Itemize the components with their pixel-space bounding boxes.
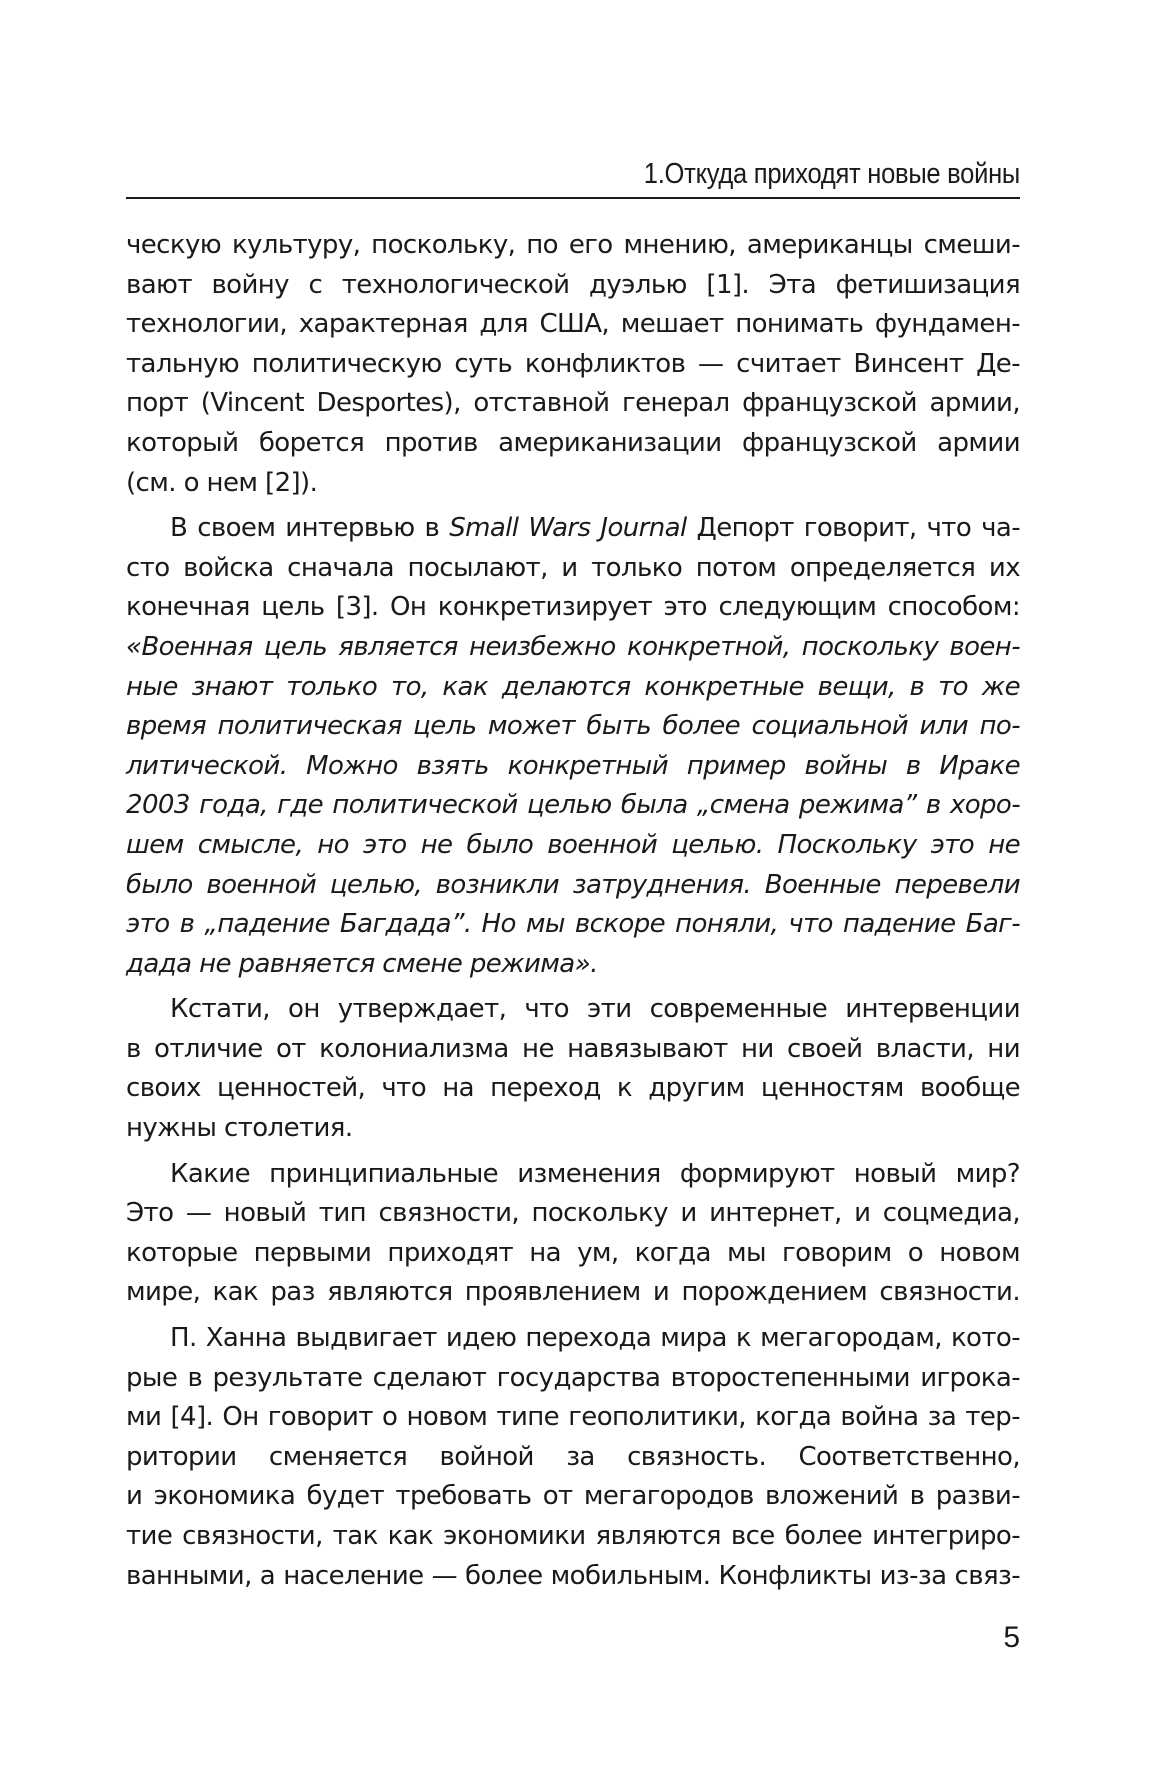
quote-line: ные знают только то, как делаются конкретные вещи, в то же [126,671,1020,702]
quote-line [126,945,1020,985]
text-line: Кстати, он утверждает, что эти современные интервенции [170,994,1020,1025]
paragraph-3 [126,990,1020,1148]
running-head: 1.Откуда приходят новые войны [643,158,1020,190]
quote-line: 2003 года, где политической целью была „смена режима” в хоро- [126,790,1020,821]
text-line: конечная цель [3]. Он конкретизирует это следующим способом: [126,592,1020,623]
text-run: Депорт говорит, что ча- [686,513,1020,544]
text-line: мире, как раз являются проявлением и порождением связности. [126,1277,1020,1308]
text-line: тие связности, так как экономики являются все более интегриро- [126,1521,1020,1551]
quote-line: «Военная цель является неизбежно конкретной, поскольку воен- [126,631,1020,662]
text-run: В своем интервью в [170,513,450,544]
page-number: 5 [1003,1621,1020,1654]
paragraph-4 [126,1155,1020,1313]
text-line: тальную политическую суть конфликтов — считает Винсент Де- [126,348,1020,379]
paragraph-5 [126,1319,1020,1596]
text-line: ванными, а население — более мобильным. Конфликты из-за связ- [126,1560,1020,1591]
quote-line: шем смысле, но это не было военной целью. Поскольку это не [126,829,1020,860]
text-line [126,509,1020,549]
header-rule [126,197,1020,199]
text-line: Какие принципиальные изменения формируют новый мир? [170,1158,1020,1189]
text-line: П. Ханна выдвигает идею перехода мира к мегагородам, кото- [170,1323,1020,1354]
text-line: которые первыми приходят на ум, когда мы говорим о новом [126,1237,1020,1268]
text-line: сто войска сначала посылают, и только потом определяется их [126,552,1020,583]
text-line: рые в результате сделают государства второстепенными игрока- [126,1362,1020,1393]
text-line: ритории сменяется войной за связность. Соответственно, [126,1441,1020,1472]
text-line: нужны столетия. [126,1113,353,1144]
quote-line: время политическая цель может быть более социальной или по- [126,711,1020,742]
paragraph-2 [126,509,1020,984]
text-line: Это — новый тип связности, поскольку и интернет, и соцмедиа, [126,1198,1020,1229]
paragraph-1 [126,226,1020,503]
text-line: ческую культуру, поскольку, по его мнению, американцы смеши- [126,230,1020,260]
text-line: ми [4]. Он говорит о новом типе геополитики, когда война за тер- [126,1402,1020,1433]
text-line: технологии, характерная для США, мешает понимать фундамен- [126,309,1020,340]
journal-title: Small Wars Journal [449,513,687,544]
quote-line: это в „падение Багдада”. Но мы вскоре поняли, что падение Баг- [126,909,1020,940]
quote-run: дада не равняется смене режима». [126,948,598,979]
text-line: который борется против американизации французской армии [126,427,1020,458]
text-line: в отличие от колониализма не навязывают ни своей власти, ни [126,1033,1020,1064]
quote-line: литической. Можно взять конкретный пример войны в Ираке [126,750,1020,781]
quote-line: было военной целью, возникли затруднения. Военные перевели [126,869,1020,900]
text-line: (см. о нем [2]). [126,467,318,498]
text-line: порт (Vincent Desportes), отставной генерал французской армии, [126,388,1020,419]
text-line: вают войну с технологической дуэлью [1]. Эта фетишизация [126,269,1020,300]
body-text [126,226,1020,1596]
text-line: и экономика будет требовать от мегагородов вложений в разви- [126,1481,1020,1512]
text-line: своих ценностей, что на переход к другим ценностям вообще [126,1073,1020,1104]
